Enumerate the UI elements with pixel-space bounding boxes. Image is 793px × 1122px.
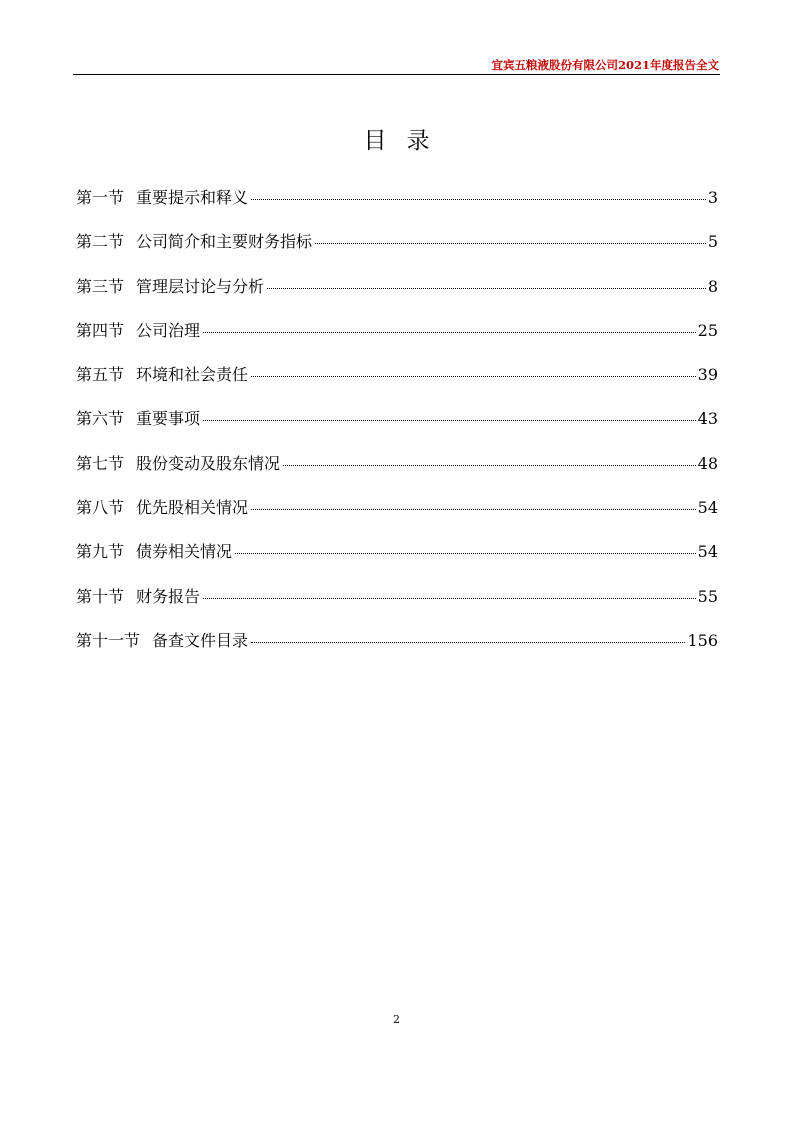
toc-section-number: 第三节 — [76, 276, 125, 296]
toc-section-number: 第二节 — [76, 232, 125, 252]
toc-section-number: 第五节 — [76, 365, 125, 385]
toc-section-number: 第四节 — [76, 320, 125, 340]
dot-leader — [315, 243, 706, 244]
toc-page-number: 54 — [697, 542, 718, 562]
dot-leader — [235, 553, 696, 554]
toc-section-number: 第十一节 — [76, 630, 141, 650]
toc-entry-8[interactable] — [76, 494, 718, 538]
dot-leader — [203, 598, 696, 599]
toc-title: 目录 — [363, 128, 450, 154]
toc-section-title: 财务报告 — [136, 586, 201, 606]
toc-page-number: 156 — [687, 630, 718, 650]
toc-section-number: 第六节 — [76, 409, 125, 429]
dot-leader — [251, 376, 696, 377]
toc-section-title: 重要事项 — [136, 409, 201, 429]
toc-page-number: 25 — [697, 320, 718, 340]
toc-entry-3[interactable] — [76, 273, 718, 317]
toc-section-number: 第十节 — [76, 586, 125, 606]
toc-section-number: 第八节 — [76, 498, 125, 518]
toc-section-number: 第一节 — [76, 188, 125, 207]
dot-leader — [251, 509, 696, 510]
toc-entry-9[interactable] — [76, 538, 718, 582]
toc-entry-4[interactable] — [76, 317, 718, 361]
toc-section-title: 债券相关情况 — [136, 542, 233, 562]
toc-page-number: 8 — [707, 276, 718, 296]
toc-entry-2[interactable] — [76, 228, 718, 272]
toc-section-title: 重要提示和释义 — [136, 188, 249, 207]
toc-section-title: 股份变动及股东情况 — [136, 453, 281, 473]
dot-leader — [251, 199, 706, 200]
toc-page-number: 39 — [697, 365, 718, 385]
toc-entry-5[interactable] — [76, 361, 718, 405]
toc-page-number: 54 — [697, 498, 718, 518]
toc-entry-1[interactable] — [76, 184, 718, 228]
toc-section-number: 第七节 — [76, 453, 125, 473]
toc-section-title: 备查文件目录 — [152, 630, 249, 650]
toc-page-number: 48 — [697, 453, 718, 473]
toc-entry-11[interactable] — [76, 627, 718, 671]
toc-entry-7[interactable] — [76, 450, 718, 494]
toc-entry-10[interactable] — [76, 583, 718, 627]
dot-leader — [203, 420, 696, 421]
dot-leader — [203, 332, 696, 333]
toc-entry-6[interactable] — [76, 405, 718, 449]
table-of-contents — [76, 184, 718, 671]
toc-page-number: 43 — [697, 409, 718, 429]
toc-section-title: 优先股相关情况 — [136, 498, 249, 518]
toc-page-number: 5 — [707, 232, 718, 252]
page-number: 2 — [393, 1013, 400, 1026]
toc-section-title: 公司治理 — [136, 320, 201, 340]
dot-leader — [283, 465, 696, 466]
toc-section-title: 管理层讨论与分析 — [136, 276, 265, 296]
toc-section-number: 第九节 — [76, 542, 125, 562]
toc-page-number: 55 — [697, 586, 718, 606]
dot-leader — [251, 642, 685, 643]
toc-section-title: 公司简介和主要财务指标 — [136, 232, 313, 252]
header-divider — [73, 74, 720, 75]
toc-section-title: 环境和社会责任 — [136, 365, 249, 385]
running-header-title: 宜宾五粮液股份有限公司2021年度报告全文 — [491, 58, 719, 72]
dot-leader — [267, 288, 706, 289]
toc-page-number: 3 — [707, 188, 718, 207]
